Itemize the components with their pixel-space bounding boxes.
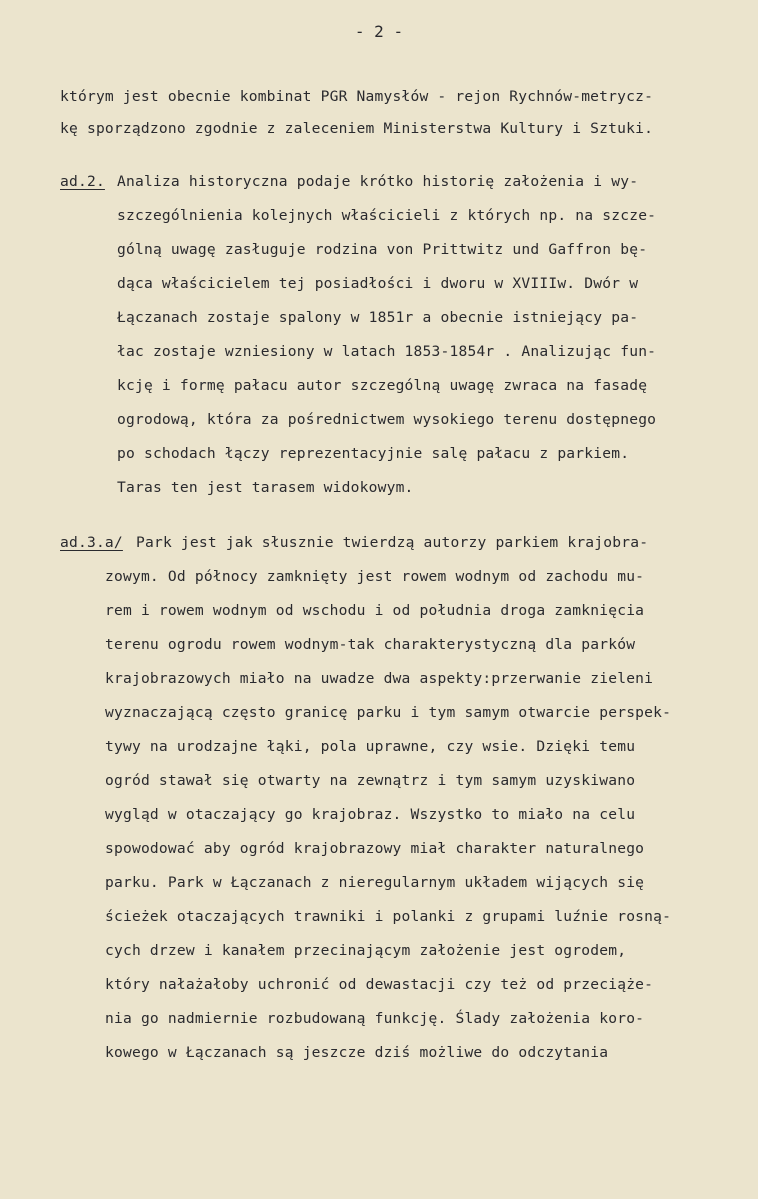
text-line: ogrodową, która za pośrednictwem wysokiego terenu dostępnego <box>117 411 657 428</box>
text-line: ogród stawał się otwarty na zewnątrz i tym samym uzyskiwano <box>105 772 636 789</box>
text-line: po schodach łączy reprezentacyjnie salę pałacu z parkiem. <box>117 445 630 462</box>
text-line: terenu ogrodu rowem wodnym-tak charakterystyczną dla parków <box>105 636 636 653</box>
text-line: Taras ten jest tarasem widokowym. <box>117 479 414 496</box>
text-line: rem i rowem wodnym od wschodu i od południa droga zamknięcia <box>105 602 645 619</box>
text-line: Park jest jak słusznie twierdzą autorzy parkiem krajobra- <box>136 534 649 551</box>
text-line: zowym. Od północy zamknięty jest rowem wodnym od zachodu mu- <box>105 568 645 585</box>
text-line: Analiza historyczna podaje krótko historię założenia i wy- <box>117 173 639 190</box>
text-line: który nałażałoby uchronić od dewastacji czy też od przeciąże- <box>105 976 654 993</box>
text-line: cych drzew i kanałem przecinającym założenie jest ogrodem, <box>105 942 627 959</box>
text-line: parku. Park w Łączanach z nieregularnym układem wijących się <box>105 874 645 891</box>
text-line: kę sporządzono zgodnie z zaleceniem Ministerstwa Kultury i Sztuki. <box>60 120 654 137</box>
text-line: spowodować aby ogród krajobrazowy miał charakter naturalnego <box>105 840 645 857</box>
text-line: tywy na urodzajne łąki, pola uprawne, czy wsie. Dzięki temu <box>105 738 636 755</box>
text-line: kowego w Łączanach są jeszcze dziś możliwe do odczytania <box>105 1044 609 1061</box>
section-label: ad.3.a/ <box>60 534 123 551</box>
text-line: wyznaczającą często granicę parku i tym samym otwarcie perspek- <box>105 704 672 721</box>
text-line: ścieżek otaczających trawniki i polanki z grupami luźnie rosną- <box>105 908 672 925</box>
text-line: którym jest obecnie kombinat PGR Namysłów - rejon Rychnów-metrycz- <box>60 88 654 105</box>
text-line: kcję i formę pałacu autor szczególną uwagę zwraca na fasadę <box>117 377 648 394</box>
text-line: wygląd w otaczający go krajobraz. Wszystko to miało na celu <box>105 806 636 823</box>
text-line: szczególnienia kolejnych właścicieli z których np. na szcze- <box>117 207 657 224</box>
text-line: łac zostaje wzniesiony w latach 1853-1854r . Analizując fun- <box>117 343 657 360</box>
page-number: - 2 - <box>354 22 404 41</box>
text-line: gólną uwagę zasługuje rodzina von Prittwitz und Gaffron bę- <box>117 241 648 258</box>
text-line: nia go nadmiernie rozbudowaną funkcję. Ślady założenia koro- <box>105 1010 645 1027</box>
section-label: ad.2. <box>60 173 105 190</box>
text-line: krajobrazowych miało na uwadze dwa aspekty:przerwanie zieleni <box>105 670 654 687</box>
text-line: dąca właścicielem tej posiadłości i dworu w XVIIIw. Dwór w <box>117 275 639 292</box>
text-line: Łączanach zostaje spalony w 1851r a obecnie istniejący pa- <box>117 309 639 326</box>
